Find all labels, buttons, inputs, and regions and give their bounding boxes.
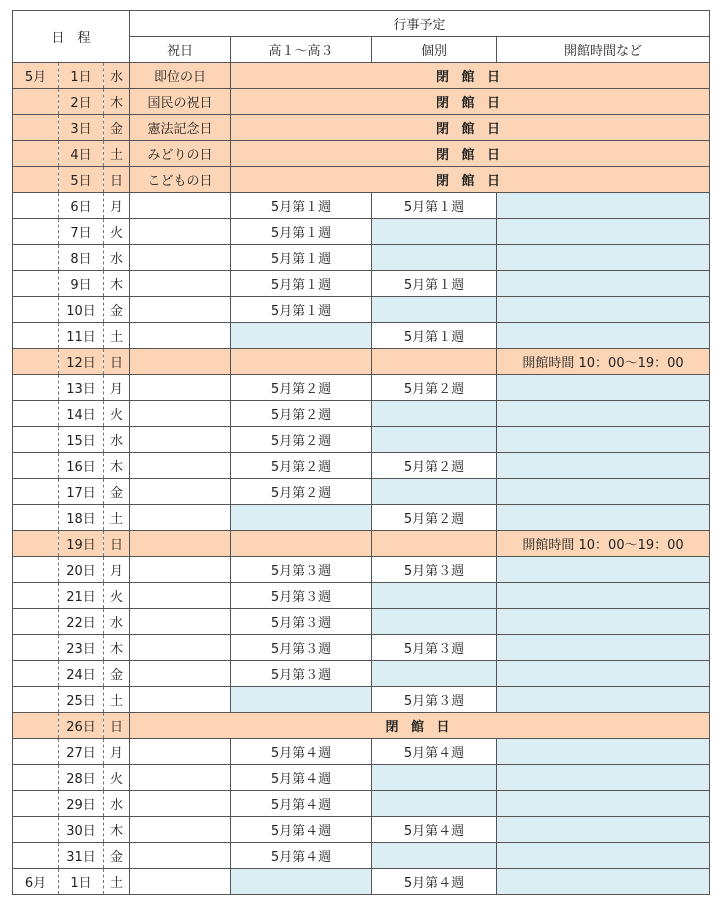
month-cell (13, 583, 59, 609)
individual-cell: 5月第１週 (372, 271, 497, 297)
weekday-cell: 月 (104, 375, 130, 401)
month-cell (13, 531, 59, 557)
holiday-name-cell: こどもの日 (130, 167, 231, 193)
table-row (13, 349, 710, 375)
month-cell (13, 427, 59, 453)
holiday-name-cell (130, 765, 231, 791)
high-school-cell: 5月第４週 (231, 843, 372, 869)
day-cell: 2日 (59, 89, 104, 115)
high-school-cell: 5月第１週 (231, 297, 372, 323)
weekday-cell: 日 (104, 531, 130, 557)
day-cell: 6日 (59, 193, 104, 219)
day-cell: 24日 (59, 661, 104, 687)
opening-hours-cell (497, 245, 710, 271)
header-individual: 個別 (372, 37, 497, 63)
high-school-cell (231, 869, 372, 895)
month-cell: 5月 (13, 63, 59, 89)
table-row (13, 505, 710, 531)
weekday-cell: 土 (104, 141, 130, 167)
individual-cell (372, 349, 497, 375)
opening-hours-cell (497, 557, 710, 583)
individual-cell: 5月第３週 (372, 687, 497, 713)
opening-hours-cell (497, 609, 710, 635)
month-cell (13, 817, 59, 843)
holiday-name-cell (130, 193, 231, 219)
weekday-cell: 木 (104, 271, 130, 297)
header-events: 行事予定 (130, 11, 710, 37)
day-cell: 22日 (59, 609, 104, 635)
day-cell: 9日 (59, 271, 104, 297)
individual-cell (372, 843, 497, 869)
individual-cell: 5月第４週 (372, 817, 497, 843)
table-row (13, 63, 710, 89)
month-cell (13, 505, 59, 531)
table-row (13, 817, 710, 843)
holiday-name-cell: 国民の祝日 (130, 89, 231, 115)
day-cell: 14日 (59, 401, 104, 427)
day-cell: 25日 (59, 687, 104, 713)
table-row (13, 375, 710, 401)
opening-hours-cell (497, 193, 710, 219)
high-school-cell: 5月第４週 (231, 817, 372, 843)
day-cell: 11日 (59, 323, 104, 349)
opening-hours-cell (497, 583, 710, 609)
opening-hours-cell: 開館時間 10：00～19：00 (497, 349, 710, 375)
weekday-cell: 土 (104, 869, 130, 895)
schedule-table (12, 10, 710, 895)
high-school-cell: 5月第１週 (231, 219, 372, 245)
month-cell (13, 115, 59, 141)
table-row (13, 661, 710, 687)
table-row (13, 453, 710, 479)
day-cell: 1日 (59, 63, 104, 89)
holiday-name-cell (130, 739, 231, 765)
holiday-name-cell (130, 687, 231, 713)
weekday-cell: 日 (104, 713, 130, 739)
high-school-cell: 5月第３週 (231, 583, 372, 609)
month-cell (13, 687, 59, 713)
high-school-cell: 5月第３週 (231, 557, 372, 583)
holiday-name-cell: みどりの日 (130, 141, 231, 167)
month-cell (13, 245, 59, 271)
header-holiday: 祝日 (130, 37, 231, 63)
day-cell: 10日 (59, 297, 104, 323)
day-cell: 30日 (59, 817, 104, 843)
month-cell (13, 219, 59, 245)
individual-cell (372, 609, 497, 635)
day-cell: 5日 (59, 167, 104, 193)
holiday-name-cell (130, 349, 231, 375)
closed-cell: 閉 館 日 (231, 89, 710, 115)
holiday-name-cell (130, 583, 231, 609)
weekday-cell: 月 (104, 739, 130, 765)
weekday-cell: 木 (104, 89, 130, 115)
header-row-1 (13, 11, 710, 37)
day-cell: 23日 (59, 635, 104, 661)
weekday-cell: 月 (104, 193, 130, 219)
individual-cell (372, 583, 497, 609)
weekday-cell: 日 (104, 349, 130, 375)
month-cell: 6月 (13, 869, 59, 895)
closed-cell: 閉 館 日 (231, 115, 710, 141)
weekday-cell: 金 (104, 297, 130, 323)
closed-cell: 閉 館 日 (130, 713, 710, 739)
holiday-name-cell (130, 401, 231, 427)
high-school-cell (231, 323, 372, 349)
individual-cell (372, 401, 497, 427)
opening-hours-cell: 開館時間 10：00～19：00 (497, 531, 710, 557)
closed-cell: 閉 館 日 (231, 63, 710, 89)
holiday-name-cell (130, 245, 231, 271)
opening-hours-cell (497, 661, 710, 687)
month-cell (13, 791, 59, 817)
table-row (13, 479, 710, 505)
table-row (13, 115, 710, 141)
high-school-cell: 5月第２週 (231, 401, 372, 427)
holiday-name-cell (130, 271, 231, 297)
day-cell: 3日 (59, 115, 104, 141)
closed-cell: 閉 館 日 (231, 167, 710, 193)
opening-hours-cell (497, 427, 710, 453)
weekday-cell: 水 (104, 63, 130, 89)
opening-hours-cell (497, 817, 710, 843)
month-cell (13, 375, 59, 401)
opening-hours-cell (497, 687, 710, 713)
weekday-cell: 金 (104, 479, 130, 505)
weekday-cell: 日 (104, 167, 130, 193)
weekday-cell: 月 (104, 557, 130, 583)
header-high-school: 高１～高３ (231, 37, 372, 63)
table-row (13, 583, 710, 609)
opening-hours-cell (497, 843, 710, 869)
high-school-cell: 5月第２週 (231, 427, 372, 453)
holiday-name-cell (130, 869, 231, 895)
table-row (13, 401, 710, 427)
month-cell (13, 479, 59, 505)
high-school-cell: 5月第２週 (231, 479, 372, 505)
individual-cell: 5月第２週 (372, 453, 497, 479)
weekday-cell: 火 (104, 219, 130, 245)
high-school-cell: 5月第２週 (231, 453, 372, 479)
individual-cell (372, 219, 497, 245)
weekday-cell: 水 (104, 427, 130, 453)
month-cell (13, 349, 59, 375)
holiday-name-cell (130, 557, 231, 583)
day-cell: 17日 (59, 479, 104, 505)
individual-cell: 5月第２週 (372, 505, 497, 531)
day-cell: 1日 (59, 869, 104, 895)
holiday-name-cell (130, 453, 231, 479)
day-cell: 29日 (59, 791, 104, 817)
day-cell: 15日 (59, 427, 104, 453)
month-cell (13, 843, 59, 869)
table-row (13, 531, 710, 557)
holiday-name-cell (130, 323, 231, 349)
month-cell (13, 453, 59, 479)
individual-cell: 5月第１週 (372, 193, 497, 219)
holiday-name-cell (130, 531, 231, 557)
opening-hours-cell (497, 219, 710, 245)
table-row (13, 167, 710, 193)
weekday-cell: 金 (104, 661, 130, 687)
individual-cell (372, 245, 497, 271)
table-row (13, 869, 710, 895)
high-school-cell (231, 505, 372, 531)
month-cell (13, 167, 59, 193)
day-cell: 8日 (59, 245, 104, 271)
high-school-cell: 5月第３週 (231, 635, 372, 661)
holiday-name-cell (130, 843, 231, 869)
opening-hours-cell (497, 739, 710, 765)
holiday-name-cell (130, 505, 231, 531)
holiday-name-cell (130, 427, 231, 453)
month-cell (13, 713, 59, 739)
high-school-cell: 5月第３週 (231, 609, 372, 635)
day-cell: 18日 (59, 505, 104, 531)
high-school-cell: 5月第４週 (231, 791, 372, 817)
table-row (13, 739, 710, 765)
table-row (13, 89, 710, 115)
day-cell: 28日 (59, 765, 104, 791)
holiday-name-cell (130, 375, 231, 401)
weekday-cell: 土 (104, 505, 130, 531)
table-row (13, 765, 710, 791)
weekday-cell: 木 (104, 635, 130, 661)
day-cell: 31日 (59, 843, 104, 869)
opening-hours-cell (497, 765, 710, 791)
opening-hours-cell (497, 635, 710, 661)
individual-cell (372, 297, 497, 323)
holiday-name-cell (130, 791, 231, 817)
opening-hours-cell (497, 791, 710, 817)
month-cell (13, 401, 59, 427)
individual-cell (372, 765, 497, 791)
closed-cell: 閉 館 日 (231, 141, 710, 167)
weekday-cell: 水 (104, 245, 130, 271)
holiday-name-cell (130, 635, 231, 661)
day-cell: 27日 (59, 739, 104, 765)
opening-hours-cell (497, 869, 710, 895)
opening-hours-cell (497, 479, 710, 505)
table-row (13, 219, 710, 245)
day-cell: 12日 (59, 349, 104, 375)
table-row (13, 791, 710, 817)
weekday-cell: 水 (104, 791, 130, 817)
day-cell: 20日 (59, 557, 104, 583)
opening-hours-cell (497, 297, 710, 323)
holiday-name-cell (130, 219, 231, 245)
month-cell (13, 609, 59, 635)
weekday-cell: 水 (104, 609, 130, 635)
individual-cell: 5月第１週 (372, 323, 497, 349)
high-school-cell: 5月第４週 (231, 739, 372, 765)
table-row (13, 713, 710, 739)
individual-cell (372, 531, 497, 557)
table-row (13, 193, 710, 219)
individual-cell (372, 791, 497, 817)
holiday-name-cell (130, 661, 231, 687)
table-row (13, 297, 710, 323)
month-cell (13, 193, 59, 219)
individual-cell: 5月第４週 (372, 739, 497, 765)
day-cell: 13日 (59, 375, 104, 401)
holiday-name-cell: 憲法記念日 (130, 115, 231, 141)
weekday-cell: 金 (104, 843, 130, 869)
weekday-cell: 火 (104, 765, 130, 791)
weekday-cell: 金 (104, 115, 130, 141)
holiday-name-cell: 即位の日 (130, 63, 231, 89)
table-row (13, 245, 710, 271)
table-row (13, 557, 710, 583)
weekday-cell: 木 (104, 817, 130, 843)
high-school-cell: 5月第１週 (231, 193, 372, 219)
high-school-cell: 5月第１週 (231, 271, 372, 297)
month-cell (13, 739, 59, 765)
individual-cell (372, 479, 497, 505)
high-school-cell (231, 687, 372, 713)
holiday-name-cell (130, 479, 231, 505)
month-cell (13, 141, 59, 167)
opening-hours-cell (497, 401, 710, 427)
table-row (13, 323, 710, 349)
weekday-cell: 土 (104, 323, 130, 349)
header-schedule: 日 程 (13, 11, 130, 63)
individual-cell: 5月第２週 (372, 375, 497, 401)
month-cell (13, 89, 59, 115)
high-school-cell: 5月第１週 (231, 245, 372, 271)
month-cell (13, 557, 59, 583)
high-school-cell: 5月第２週 (231, 375, 372, 401)
month-cell (13, 661, 59, 687)
holiday-name-cell (130, 609, 231, 635)
individual-cell (372, 661, 497, 687)
table-row (13, 687, 710, 713)
opening-hours-cell (497, 323, 710, 349)
weekday-cell: 土 (104, 687, 130, 713)
table-row (13, 609, 710, 635)
high-school-cell: 5月第３週 (231, 661, 372, 687)
weekday-cell: 火 (104, 583, 130, 609)
holiday-name-cell (130, 817, 231, 843)
table-row (13, 271, 710, 297)
high-school-cell (231, 531, 372, 557)
individual-cell (372, 427, 497, 453)
day-cell: 26日 (59, 713, 104, 739)
opening-hours-cell (497, 375, 710, 401)
high-school-cell: 5月第４週 (231, 765, 372, 791)
weekday-cell: 火 (104, 401, 130, 427)
day-cell: 21日 (59, 583, 104, 609)
holiday-name-cell (130, 297, 231, 323)
day-cell: 19日 (59, 531, 104, 557)
month-cell (13, 635, 59, 661)
day-cell: 16日 (59, 453, 104, 479)
month-cell (13, 323, 59, 349)
individual-cell: 5月第３週 (372, 557, 497, 583)
day-cell: 7日 (59, 219, 104, 245)
table-row (13, 141, 710, 167)
opening-hours-cell (497, 271, 710, 297)
individual-cell: 5月第３週 (372, 635, 497, 661)
month-cell (13, 765, 59, 791)
table-row (13, 635, 710, 661)
opening-hours-cell (497, 453, 710, 479)
month-cell (13, 297, 59, 323)
opening-hours-cell (497, 505, 710, 531)
month-cell (13, 271, 59, 297)
high-school-cell (231, 349, 372, 375)
table-row (13, 843, 710, 869)
day-cell: 4日 (59, 141, 104, 167)
table-row (13, 427, 710, 453)
weekday-cell: 木 (104, 453, 130, 479)
header-opening-hours: 開館時間など (497, 37, 710, 63)
individual-cell: 5月第４週 (372, 869, 497, 895)
